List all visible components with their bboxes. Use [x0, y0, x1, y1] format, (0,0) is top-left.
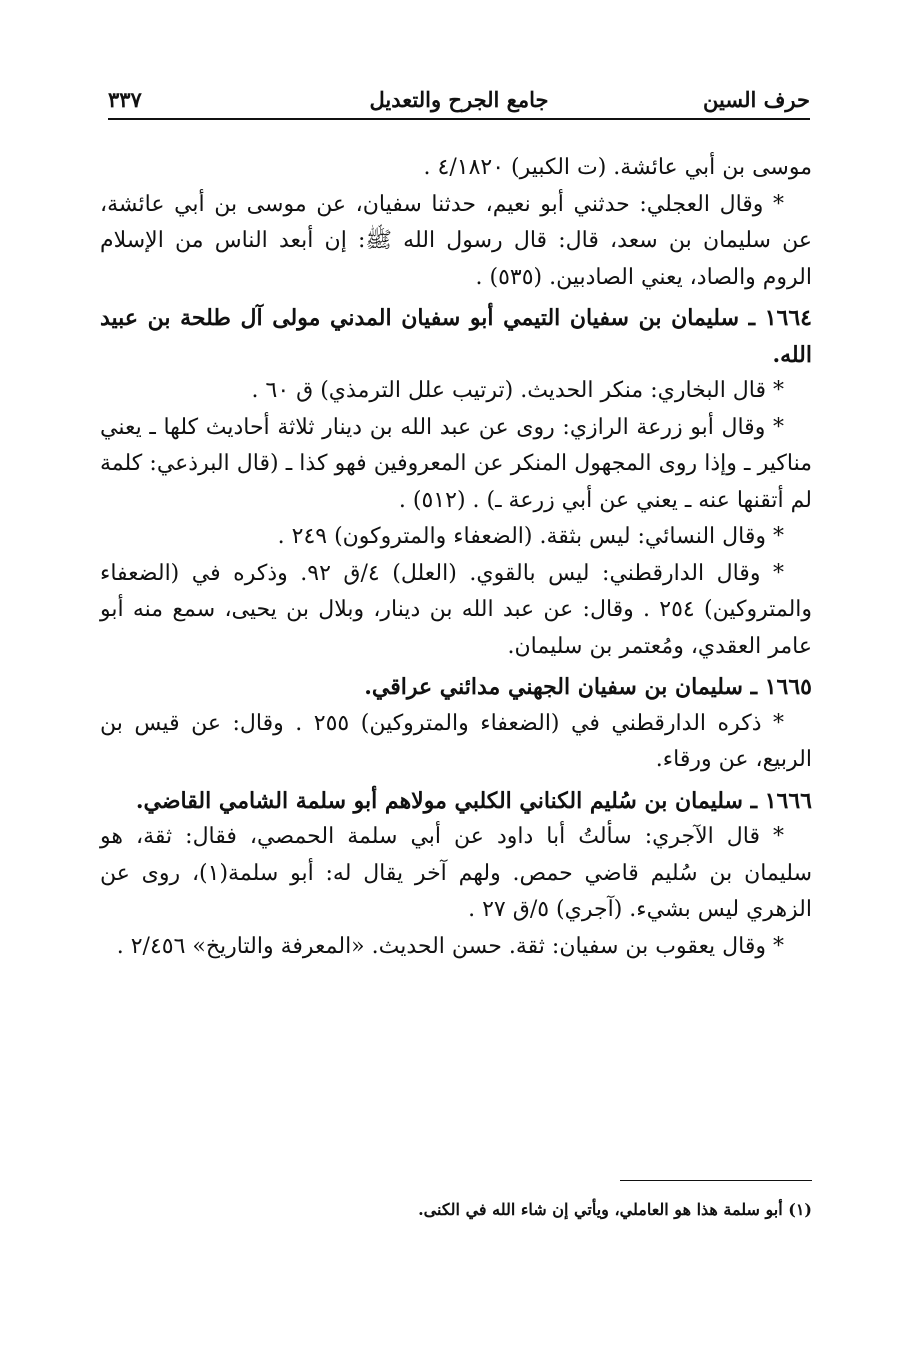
entry-heading: ١٦٦٥ ـ سليمان بن سفيان الجهني مدائني عراقي. — [364, 674, 812, 700]
entry-heading: ١٦٦٦ ـ سليمان بن سُليم الكناني الكلبي مولاهم أبو سلمة الشامي القاضي. — [135, 787, 812, 814]
section-title: حرف السين — [703, 87, 810, 112]
paragraph: * وقال الدارقطني: ليس بالقوي. (العلل) ٤/ق ٩٢. وذكره في (الضعفاء والمتروكين) ٢٥٤ . وقال: عن عبد الله بن دينار، وبلال بن يحيى، سمع منه أبو عامر العقدي، ومُعتمر بن سليمان. — [100, 560, 813, 659]
paragraph: * وقال أبو زرعة الرازي: روى عن عبد الله بن دينار ثلاثة أحاديث كلها ـ يعني مناكير ـ وإذا روى المجهول المنكر عن المعروفين فهو كذا ـ (قال البرذعي: كلمة لم أتقنها عنه ـ يعني عن أبي زرعة ـ) . (٥١٢) . — [100, 414, 812, 513]
book-title: جامع الجرح والتعديل — [369, 87, 549, 112]
header-rule — [108, 118, 810, 120]
main-text — [100, 150, 812, 965]
footnote-rule — [620, 1180, 812, 1181]
entry-heading: ١٦٦٤ ـ سليمان بن سفيان التيمي أبو سفيان المدني مولى آل طلحة بن عبيد الله. — [100, 305, 812, 368]
paragraph: موسى بن أبي عائشة. (ت الكبير) ٤/١٨٢٠ . — [423, 155, 812, 180]
page-number: ٣٣٧ — [108, 87, 142, 112]
paragraph: * قال البخاري: منكر الحديث. (ترتيب علل الترمذي) ق ٦٠ . — [251, 378, 784, 403]
footnote: (١) أبو سلمة هذا هو العاملي، ويأتي إن شاء الله في الكنى. — [418, 1200, 812, 1219]
page-header — [108, 70, 810, 114]
paragraph: * ذكره الدارقطني في (الضعفاء والمتروكين) ٢٥٥ . وقال: عن قيس بن الربيع، عن ورقاء. — [100, 710, 812, 772]
paragraph: * وقال العجلي: حدثني أبو نعيم، حدثنا سفيان، عن موسى بن أبي عائشة، عن سليمان بن سعد، قال: قال رسول الله ﷺ: إن أبعد الناس من الإسلام الروم والصاد، يعني الصادبين. (٥٣٥) . — [100, 191, 812, 290]
paragraph: * وقال يعقوب بن سفيان: ثقة. حسن الحديث. «المعرفة والتاريخ» ٢/٤٥٦ . — [116, 933, 784, 959]
paragraph: * وقال النسائي: ليس بثقة. (الضعفاء والمتروكون) ٢٤٩ . — [277, 524, 784, 549]
paragraph: * قال الآجري: سألتُ أبا داود عن أبي سلمة الحمصي، فقال: ثقة، هو سليمان بن سُليم قاضي حمص. ولهم آخر يقال له: أبو سلمة(١)، روى عن الزهري ليس بشيء. (آجري) ٥/ق ٢٧ . — [100, 824, 812, 922]
